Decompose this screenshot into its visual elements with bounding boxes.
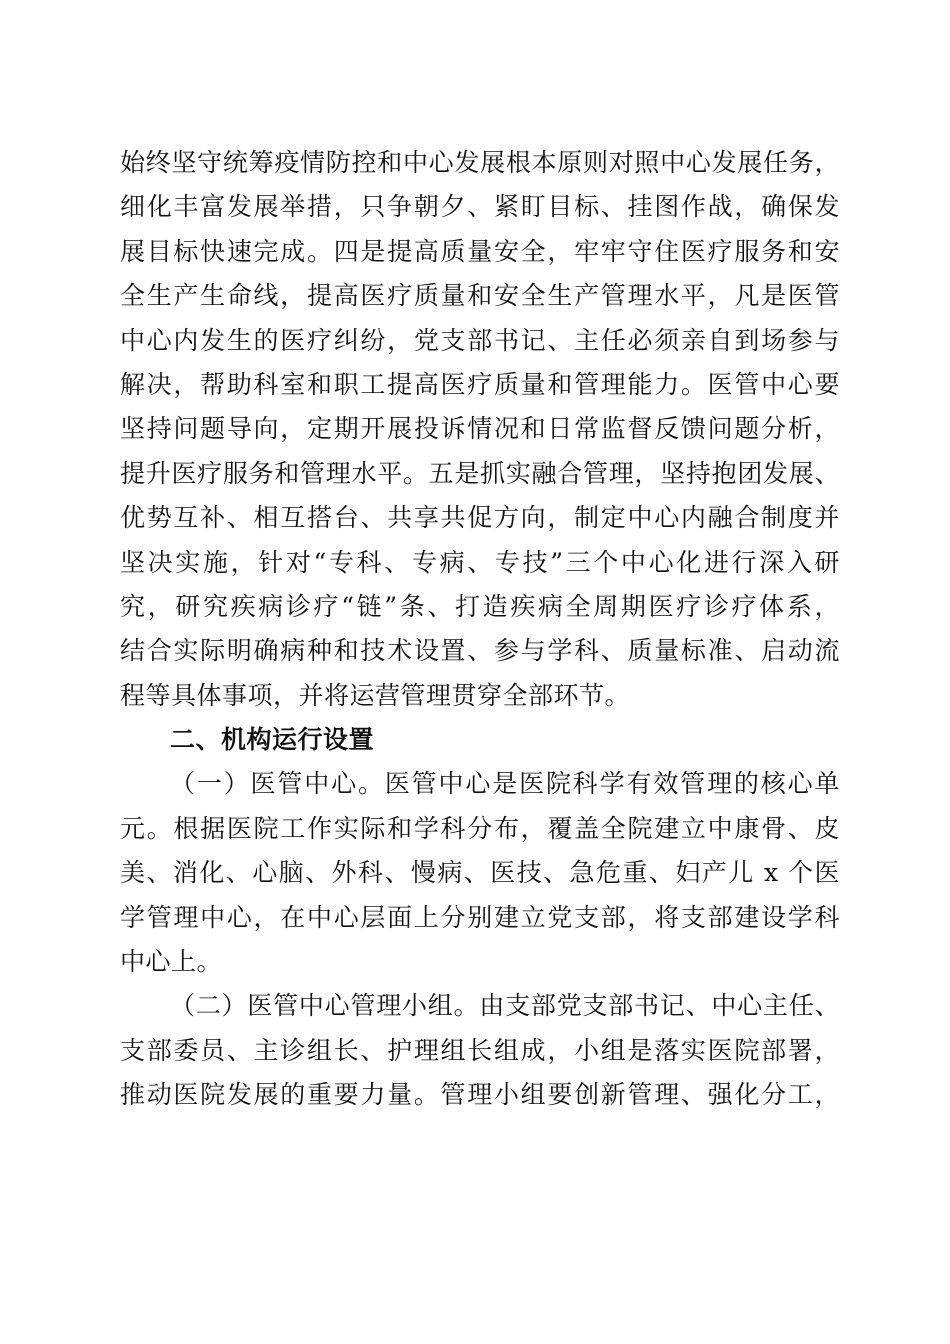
text-line: 支部委员、主诊组长、护理组长组成，小组是落实医院部署， [120,1035,840,1065]
paragraph-development-goals [120,141,840,718]
text-line: （二）医管中心管理小组。由支部党支部书记、中心主任、 [170,991,840,1021]
text-line: 坚决实施，针对“专科、专病、专技”三个中心化进行深入研 [120,547,840,577]
text-line: 结合实际明确病种和技术设置、参与学科、质量标准、启动流 [120,636,840,666]
text-line: 展目标快速完成。四是提高质量安全，牢牢守住医疗服务和安 [120,236,840,266]
text-line: 中心上。 [120,947,223,977]
text-line: 程等具体事项，并将运营管理贯穿全部环节。 [120,680,631,710]
text-line: 细化丰富发展举措，只争朝夕、紧盯目标、挂图作战，确保发 [120,192,840,222]
paragraph-medical-management-center [120,762,840,984]
text-line: 提升医疗服务和管理水平。五是抓实融合管理，坚持抱团发展、 [120,458,840,488]
text-line: 始终坚守统筹疫情防控和中心发展根本原则对照中心发展任务， [120,148,840,177]
text-line: 全生产生命线，提高医疗质量和安全生产管理水平，凡是医管 [120,281,840,311]
text-line: 中心内发生的医疗纠纷，党支部书记、主任必须亲自到场参与 [120,325,840,355]
paragraph-management-group [120,984,840,1117]
section-heading: 二、机构运行设置 [170,725,375,755]
text-line: （一）医管中心。医管中心是医院科学有效管理的核心单 [170,769,840,799]
text-line: 优势互补、相互搭台、共享共促方向，制定中心内融合制度并 [120,503,840,533]
text-line: 推动医院发展的重要力量。管理小组要创新管理、强化分工， [120,1080,840,1110]
text-line: 解决，帮助科室和职工提高医疗质量和管理能力。医管中心要 [120,369,840,399]
text-line: 坚持问题导向，定期开展投诉情况和日常监督反馈问题分析， [120,414,840,444]
document-body [120,141,840,1118]
text-line: 究，研究疾病诊疗“链”条、打造疾病全周期医疗诊疗体系， [120,591,840,621]
text-line: 美、消化、心脑、外科、慢病、医技、急危重、妇产儿 x 个医 [120,858,840,888]
text-line: 元。根据医院工作实际和学科分布，覆盖全院建立中康骨、皮 [120,813,840,843]
text-line: 学管理中心，在中心层面上分别建立党支部，将支部建设学科 [120,902,840,932]
